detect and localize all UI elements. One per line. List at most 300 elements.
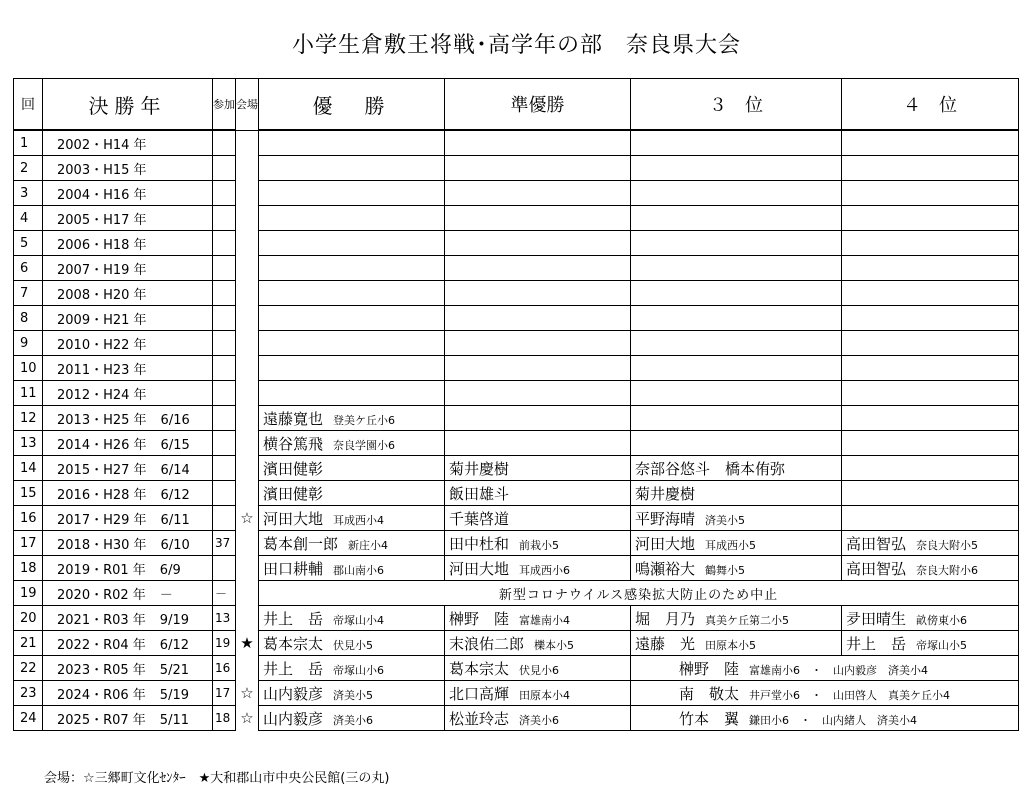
round-number-text: 21 <box>20 635 37 651</box>
fourth-place <box>842 506 1019 531</box>
venue-mark <box>236 606 259 631</box>
date-text: 5/21 <box>159 662 189 678</box>
venue-mark <box>236 331 259 356</box>
first-place <box>259 231 445 256</box>
second-place <box>445 206 631 231</box>
venue-mark <box>236 456 259 481</box>
third-school: 田原本小5 <box>705 638 757 652</box>
first-school: 済美小5 <box>333 688 374 702</box>
count-text: 13 <box>215 611 231 625</box>
participant-count <box>213 631 236 656</box>
second-place <box>445 406 631 431</box>
first-name: 葛本創一郎 <box>263 534 339 553</box>
third-name: 竹本 翼 <box>679 709 740 728</box>
participant-count <box>213 381 236 406</box>
second-place <box>445 556 631 581</box>
third-place <box>631 631 842 656</box>
second-place <box>445 156 631 181</box>
fourth-place <box>842 381 1019 406</box>
third-school: 耳成西小5 <box>705 538 757 552</box>
first-place <box>259 706 445 731</box>
participant-count <box>213 306 236 331</box>
round-number-text: 11 <box>20 385 37 401</box>
fourth-place <box>842 156 1019 181</box>
fourth-school: 奈良大附小6 <box>916 563 979 577</box>
round-number-text: 18 <box>20 560 37 576</box>
final-year <box>43 256 213 281</box>
third-place <box>631 406 842 431</box>
round-number <box>14 206 43 231</box>
third-name: 鳴瀬裕大 <box>635 559 696 578</box>
round-number-text: 20 <box>20 610 37 626</box>
round-number-text: 13 <box>20 435 37 451</box>
date-text: 6/14 <box>160 462 190 478</box>
round-number <box>14 456 43 481</box>
round-number <box>14 506 43 531</box>
final-year <box>43 456 213 481</box>
venue-mark <box>236 381 259 406</box>
date-text: 5/19 <box>159 687 189 703</box>
year-text: 2007・H19 年 <box>57 262 147 278</box>
round-number <box>14 606 43 631</box>
participant-count <box>213 331 236 356</box>
second-school: 田原本小4 <box>519 688 571 702</box>
venue-mark <box>236 431 259 456</box>
year-text: 2015・H27 年 <box>57 462 147 478</box>
third-place <box>631 231 842 256</box>
table-row <box>14 506 1019 531</box>
participant-count <box>213 431 236 456</box>
first-school: 新庄小4 <box>348 538 389 552</box>
second-school: 前栽小5 <box>519 538 560 552</box>
third-school: 鎌田小6 ・ 山内緒人 済美小4 <box>749 713 918 727</box>
venue-mark <box>236 581 259 606</box>
table-row <box>14 481 1019 506</box>
year-text: 2019・R01 年 <box>57 562 146 578</box>
third-school: 鶴舞小5 <box>705 563 746 577</box>
final-year <box>43 681 213 706</box>
second-place <box>445 381 631 406</box>
final-year <box>43 381 213 406</box>
round-number <box>14 656 43 681</box>
round-number <box>14 681 43 706</box>
first-place <box>259 656 445 681</box>
fourth-place <box>842 130 1019 156</box>
second-name: 北口高輝 <box>449 684 510 703</box>
year-text: 2017・H29 年 <box>57 512 147 528</box>
header-venue: 会場 <box>236 79 259 131</box>
participant-count <box>213 356 236 381</box>
second-place <box>445 631 631 656</box>
round-number-text: 12 <box>20 410 37 426</box>
header-first: 優 勝 <box>259 79 445 131</box>
round-number-text: 17 <box>20 535 37 551</box>
year-text: 2010・H22 年 <box>57 337 147 353</box>
count-text: 18 <box>215 711 231 725</box>
first-name: 濱田健彰 <box>263 484 324 503</box>
first-school: 帝塚山小4 <box>333 613 385 627</box>
round-number-text: 22 <box>20 660 37 676</box>
final-year <box>43 431 213 456</box>
round-number <box>14 406 43 431</box>
first-place <box>259 506 445 531</box>
first-school: 奈良学園小6 <box>333 438 396 452</box>
first-school: 耳成西小4 <box>333 513 385 527</box>
first-place <box>259 406 445 431</box>
count-text: 17 <box>215 686 231 700</box>
participant-count <box>213 256 236 281</box>
first-school: 済美小6 <box>333 713 374 727</box>
fourth-school: 畝傍東小6 <box>916 613 968 627</box>
date-text: 6/15 <box>160 437 190 453</box>
fourth-place <box>842 606 1019 631</box>
fourth-place <box>842 281 1019 306</box>
third-fourth-place <box>631 681 1019 706</box>
participant-count <box>213 581 236 606</box>
second-place <box>445 606 631 631</box>
third-place <box>631 306 842 331</box>
final-year <box>43 656 213 681</box>
fourth-school: 帝塚山小5 <box>916 638 968 652</box>
third-school: 済美小5 <box>705 513 746 527</box>
second-place <box>445 706 631 731</box>
participant-count <box>213 481 236 506</box>
second-place <box>445 306 631 331</box>
venue-mark <box>236 406 259 431</box>
note-text: 新型コロナウイルス感染拡大防止のため中止 <box>498 587 779 603</box>
third-name: 遠藤 光 <box>635 634 696 653</box>
round-number <box>14 306 43 331</box>
date-text: 9/19 <box>159 612 189 628</box>
year-text: 2016・H28 年 <box>57 487 147 503</box>
first-place <box>259 256 445 281</box>
final-year <box>43 406 213 431</box>
round-number <box>14 331 43 356</box>
table-row <box>14 406 1019 431</box>
venue-mark <box>236 706 259 731</box>
first-name: 遠藤寛也 <box>263 409 324 428</box>
fourth-place <box>842 256 1019 281</box>
date-text: 6/10 <box>160 537 190 553</box>
round-number-text: 15 <box>20 485 37 501</box>
table-row <box>14 431 1019 456</box>
third-name: 平野海晴 <box>635 509 696 528</box>
third-place <box>631 481 842 506</box>
round-number <box>14 431 43 456</box>
header-second: 準優勝 <box>445 79 631 131</box>
fourth-place <box>842 431 1019 456</box>
participant-count <box>213 181 236 206</box>
final-year <box>43 631 213 656</box>
second-place <box>445 281 631 306</box>
third-place <box>631 456 842 481</box>
count-text: 16 <box>215 661 231 675</box>
first-name: 濱田健彰 <box>263 459 324 478</box>
table-row <box>14 631 1019 656</box>
first-name: 山内毅彦 <box>263 684 324 703</box>
third-place <box>631 181 842 206</box>
venue-mark <box>236 481 259 506</box>
fourth-place <box>842 331 1019 356</box>
header-fourth: ４ 位 <box>842 79 1019 131</box>
second-name: 田中杜和 <box>449 534 510 553</box>
second-name: 葛本宗太 <box>449 659 510 678</box>
final-year <box>43 281 213 306</box>
table-row <box>14 556 1019 581</box>
table-row <box>14 706 1019 731</box>
third-name: 堀 月乃 <box>635 609 696 628</box>
second-place <box>445 456 631 481</box>
fourth-name: 井上 岳 <box>846 634 907 653</box>
third-place <box>631 206 842 231</box>
third-place <box>631 381 842 406</box>
round-number <box>14 256 43 281</box>
second-place <box>445 656 631 681</box>
year-text: 2024・R06 年 <box>57 687 146 703</box>
table-row <box>14 356 1019 381</box>
third-name: 榊野 陸 <box>679 659 740 678</box>
second-name: 千葉啓道 <box>449 509 510 528</box>
participant-count <box>213 231 236 256</box>
first-place <box>259 306 445 331</box>
fourth-place <box>842 406 1019 431</box>
first-school: 登美ケ丘小6 <box>333 413 396 427</box>
year-text: 2009・H21 年 <box>57 312 147 328</box>
year-text: 2003・H15 年 <box>57 162 147 178</box>
second-place <box>445 531 631 556</box>
participant-count <box>213 506 236 531</box>
third-place <box>631 431 842 456</box>
fourth-place <box>842 456 1019 481</box>
second-place <box>445 256 631 281</box>
final-year <box>43 156 213 181</box>
fourth-place <box>842 306 1019 331</box>
page-title: 小学生倉敷王将戦･高学年の部 奈良県大会 <box>291 33 741 58</box>
table-row <box>14 206 1019 231</box>
second-school: 富雄南小4 <box>519 613 571 627</box>
fourth-name: 高田智弘 <box>846 534 907 553</box>
final-year <box>43 130 213 156</box>
year-text: 2021・R03 年 <box>57 612 146 628</box>
third-place <box>631 606 842 631</box>
venue-mark <box>236 356 259 381</box>
second-name: 河田大地 <box>449 559 510 578</box>
third-place <box>631 556 842 581</box>
second-place <box>445 181 631 206</box>
table-row <box>14 681 1019 706</box>
round-number <box>14 556 43 581</box>
participant-count <box>213 556 236 581</box>
first-place <box>259 156 445 181</box>
table-row <box>14 256 1019 281</box>
participant-count <box>213 206 236 231</box>
final-year <box>43 706 213 731</box>
count-text: 19 <box>215 636 231 650</box>
round-number-text: 7 <box>20 285 29 301</box>
round-number <box>14 631 43 656</box>
first-place <box>259 331 445 356</box>
fourth-place <box>842 481 1019 506</box>
final-year <box>43 206 213 231</box>
venue-mark <box>236 656 259 681</box>
round-number <box>14 356 43 381</box>
cancel-note <box>259 581 1019 606</box>
second-place <box>445 356 631 381</box>
first-name: 葛本宗太 <box>263 634 324 653</box>
year-text: 2011・H23 年 <box>57 362 147 378</box>
third-fourth-place <box>631 706 1019 731</box>
fourth-place <box>842 556 1019 581</box>
year-text: 2012・H24 年 <box>57 387 147 403</box>
first-place <box>259 356 445 381</box>
header-participants: 参加 <box>213 79 236 131</box>
first-school: 郡山南小6 <box>333 563 385 577</box>
round-number-text: 9 <box>20 335 29 351</box>
participant-count <box>213 156 236 181</box>
second-place <box>445 681 631 706</box>
venue-symbol: ☆ <box>240 684 254 702</box>
venue-symbol: ★ <box>240 634 254 652</box>
second-place <box>445 481 631 506</box>
venue-mark <box>236 506 259 531</box>
first-place <box>259 181 445 206</box>
date-text: 6/12 <box>159 637 189 653</box>
venue-mark <box>236 306 259 331</box>
first-name: 井上 岳 <box>263 609 324 628</box>
header-third: ３ 位 <box>631 79 842 131</box>
second-school: 櫟本小5 <box>534 638 575 652</box>
third-place <box>631 130 842 156</box>
third-name: 奈部谷悠斗 橋本侑弥 <box>635 459 786 478</box>
round-number-text: 16 <box>20 510 37 526</box>
fourth-place <box>842 206 1019 231</box>
first-name: 山内毅彦 <box>263 709 324 728</box>
year-text: 2025・R07 年 <box>57 712 146 728</box>
table-row <box>14 381 1019 406</box>
third-place <box>631 356 842 381</box>
table-row <box>14 181 1019 206</box>
round-number-text: 24 <box>20 710 37 726</box>
first-place <box>259 631 445 656</box>
final-year <box>43 606 213 631</box>
header-no: 回 <box>14 79 43 131</box>
round-number-text: 3 <box>20 185 29 201</box>
first-place <box>259 381 445 406</box>
participant-count <box>213 706 236 731</box>
second-place <box>445 506 631 531</box>
date-text: 6/11 <box>160 512 190 528</box>
first-place <box>259 556 445 581</box>
round-number-text: 5 <box>20 235 29 251</box>
fourth-place <box>842 531 1019 556</box>
participant-count <box>213 406 236 431</box>
venue-mark <box>236 531 259 556</box>
table-row <box>14 231 1019 256</box>
first-place <box>259 456 445 481</box>
third-place <box>631 156 842 181</box>
count-text: － <box>215 586 228 601</box>
venue-mark <box>236 256 259 281</box>
year-text: 2004・H16 年 <box>57 187 147 203</box>
year-text: 2013・H25 年 <box>57 412 147 428</box>
second-name: 菊井慶樹 <box>449 459 510 478</box>
second-name: 飯田雄斗 <box>449 484 510 503</box>
final-year <box>43 481 213 506</box>
fourth-place <box>842 231 1019 256</box>
third-place <box>631 531 842 556</box>
first-place <box>259 681 445 706</box>
round-number <box>14 281 43 306</box>
second-school: 伏見小6 <box>519 663 560 677</box>
third-school: 井戸堂小6 ・ 山田啓人 真美ケ丘小4 <box>749 688 951 702</box>
fourth-place <box>842 181 1019 206</box>
table-row <box>14 331 1019 356</box>
third-place <box>631 281 842 306</box>
participant-count <box>213 681 236 706</box>
participant-count <box>213 456 236 481</box>
first-name: 河田大地 <box>263 509 324 528</box>
table-row <box>14 130 1019 156</box>
final-year <box>43 331 213 356</box>
participant-count <box>213 281 236 306</box>
second-place <box>445 130 631 156</box>
first-place <box>259 130 445 156</box>
round-number <box>14 130 43 156</box>
results-table <box>13 78 1019 731</box>
round-number <box>14 156 43 181</box>
round-number <box>14 706 43 731</box>
third-place <box>631 256 842 281</box>
venue-mark <box>236 631 259 656</box>
third-school: 真美ケ丘第二小5 <box>705 613 790 627</box>
third-school: 富雄南小6 ・ 山内毅彦 済美小4 <box>749 663 929 677</box>
second-place <box>445 331 631 356</box>
third-name: 南 敬太 <box>679 684 740 703</box>
first-school: 伏見小5 <box>333 638 374 652</box>
year-text: 2002・H14 年 <box>57 137 147 153</box>
table-row <box>14 456 1019 481</box>
year-text: 2020・R02 年 <box>57 587 146 603</box>
round-number <box>14 381 43 406</box>
round-number-text: 4 <box>20 210 29 226</box>
fourth-name: 夛田晴生 <box>846 609 907 628</box>
third-place <box>631 331 842 356</box>
date-text: 5/11 <box>159 712 189 728</box>
second-name: 榊野 陸 <box>449 609 510 628</box>
participant-count <box>213 606 236 631</box>
final-year <box>43 231 213 256</box>
third-fourth-place <box>631 656 1019 681</box>
round-number-text: 23 <box>20 685 37 701</box>
venue-mark <box>236 231 259 256</box>
fourth-place <box>842 356 1019 381</box>
third-name: 菊井慶樹 <box>635 484 696 503</box>
fourth-name: 高田智弘 <box>846 559 907 578</box>
venue-mark <box>236 281 259 306</box>
venue-mark <box>236 206 259 231</box>
final-year <box>43 306 213 331</box>
second-school: 済美小6 <box>519 713 560 727</box>
participant-count <box>213 656 236 681</box>
fourth-school: 奈良大附小5 <box>916 538 979 552</box>
round-number <box>14 531 43 556</box>
venue-mark <box>236 681 259 706</box>
venue-mark <box>236 556 259 581</box>
date-text: 6/12 <box>160 487 190 503</box>
round-number <box>14 181 43 206</box>
first-place <box>259 481 445 506</box>
venue-symbol: ☆ <box>240 709 254 727</box>
